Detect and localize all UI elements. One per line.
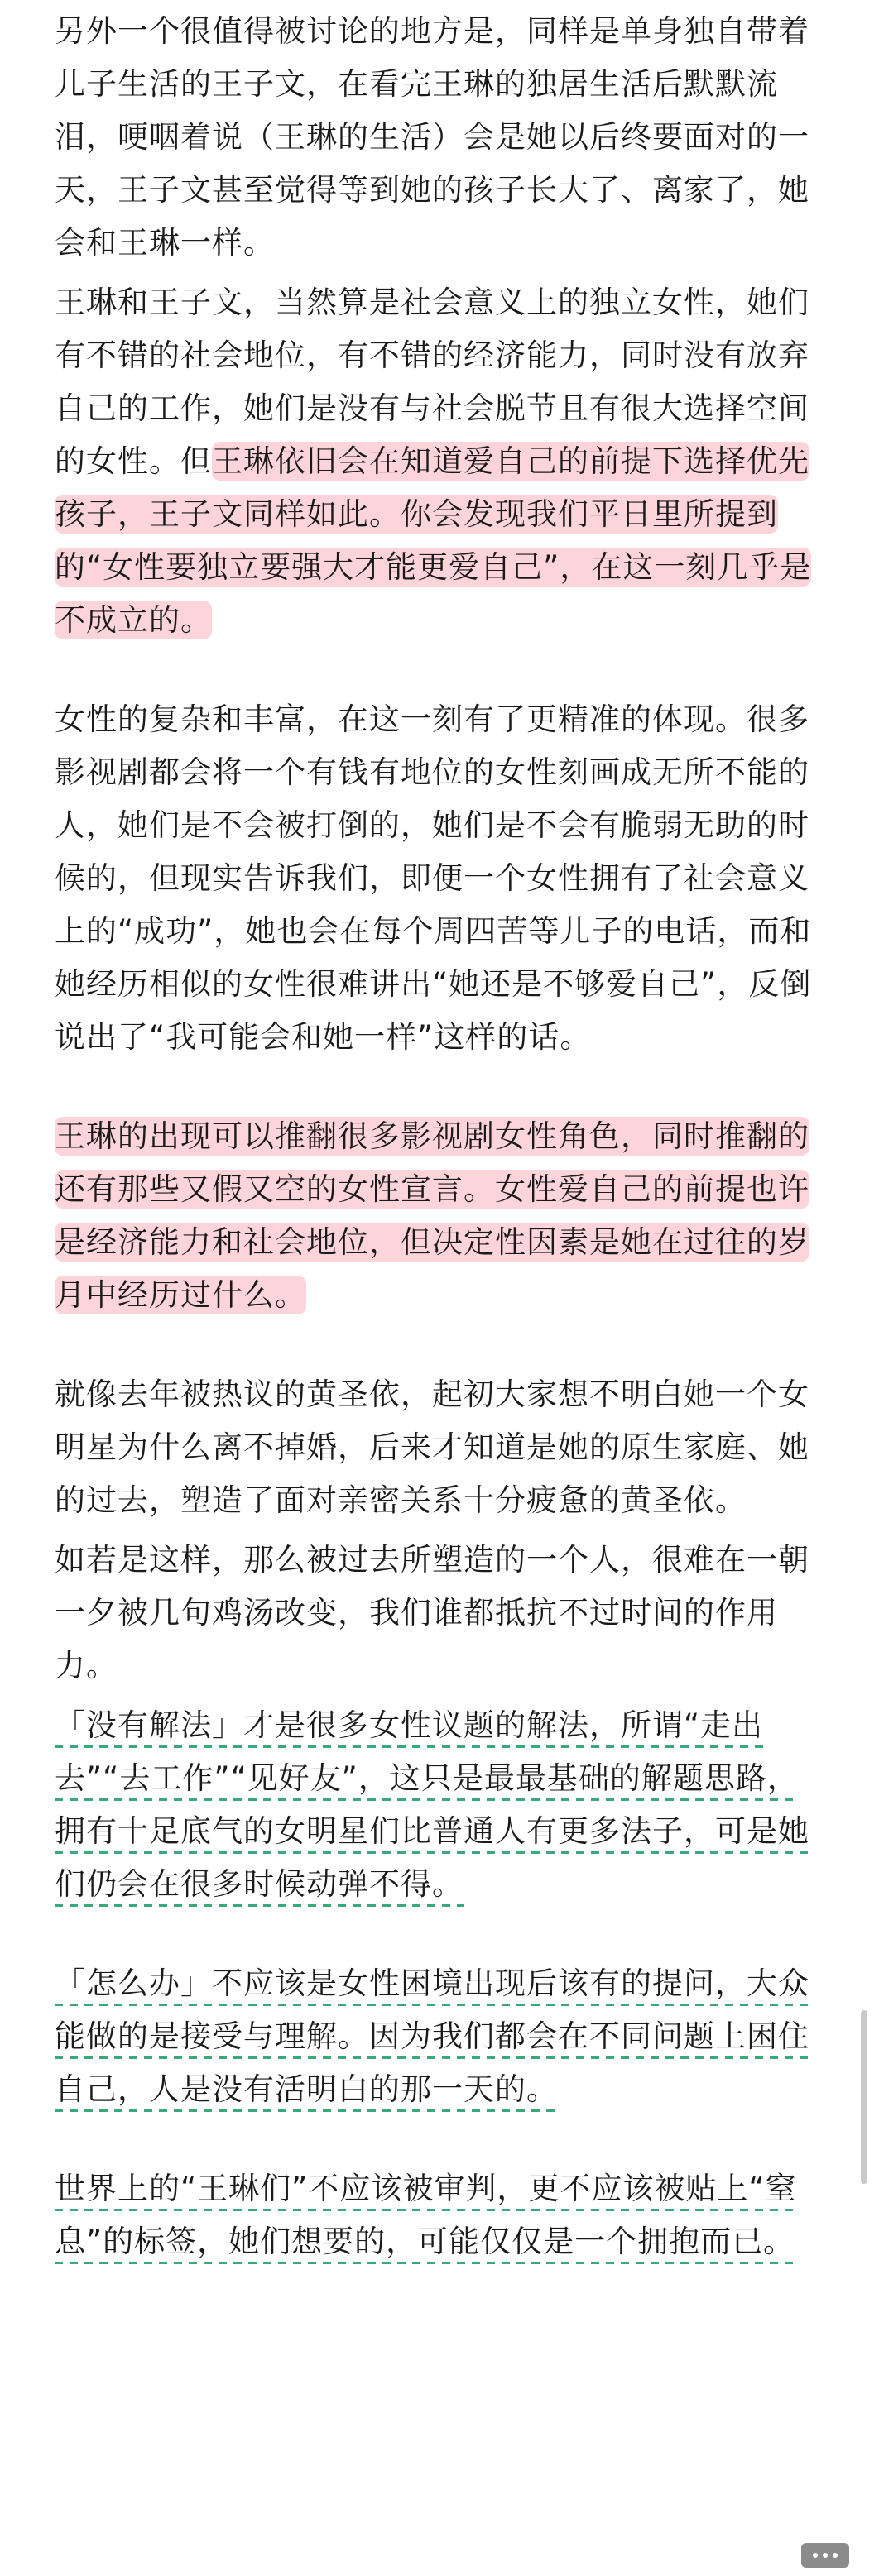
paragraph-6: 如若是这样，那么被过去所塑造的一个人，很难在一朝一夕被几句鸡汤改变，我们谁都抵抗不过时间的作用力。: [55, 1542, 809, 1683]
paragraph-3: 女性的复杂和丰富，在这一刻有了更精准的体现。很多影视剧都会将一个有钱有地位的女性刻画成无所不能的人，她们是不会被打倒的，她们是不会有脆弱无助的时候的，但现实告诉我们，即便一个女性拥有了社会意义上的“成功”，她也会在每个周四苦等儿子的电话，而和她经历相似的女性很难讲出“她还是不够爱自己”，反倒说出了“我可能会和她一样”这样的话。: [55, 701, 812, 1055]
paragraph-5: 就像去年被热议的黄圣依，起初大家想不明白她一个女明星为什么离不掉婚，后来才知道是她的原生家庭、她的过去，塑造了面对亲密关系十分疲惫的黄圣依。: [55, 1377, 809, 1518]
paragraph-8-dashed: 「怎么办」不应该是女性困境出现后该有的提问，大众能做的是接受与理解。因为我们都会在不同问题上困住自己，人是没有活明白的那一天的。: [55, 1966, 809, 2112]
paragraph-2: [55, 276, 829, 647]
paragraph-9: [55, 2162, 829, 2268]
paragraph-7-dashed: 「没有解法」才是很多女性议题的解法，所谓“走出去”“去工作”“见好友”，这只是最最基础的解题思路，拥有十足底气的女明星们比普通人有更多法子，可是她们仍会在很多时候动弹不得。: [55, 1707, 809, 1907]
paragraph-9-dashed: 世界上的“王琳们”不应该被审判，更不应该被贴上“窒息”的标签，她们想要的，可能仅仅是一个拥抱而已。: [55, 2171, 797, 2264]
paragraph-7: [55, 1699, 829, 1911]
paragraph-4-highlight: 王琳的出现可以推翻很多影视剧女性角色，同时推翻的还有那些又假又空的女性宣言。女性爱自己的前提也许是经济能力和社会地位，但决定性因素是她在过往的岁月中经历过什么。: [55, 1118, 809, 1313]
paragraph-1: 另外一个很值得被讨论的地方是，同样是单身独自带着儿子生活的王子文，在看完王琳的独居生活后默默流泪，哽咽着说（王琳的生活）会是她以后终要面对的一天，王子文甚至觉得等到她的孩子长大了、离家了，她会和王琳一样。: [55, 13, 809, 261]
scrollbar[interactable]: [861, 2010, 867, 2184]
paragraph-2-text: 王琳和王子文，当然算是社会意义上的独立女性，她们有不错的社会地位，有不错的经济能力，同时没有放弃自己的工作，她们是没有与社会脱节且有很大选择空间的女性。但: [55, 285, 809, 479]
paragraph-8: [55, 1957, 829, 2116]
more-dots-icon[interactable]: [801, 2543, 849, 2568]
paragraph-2-highlight: 王琳依旧会在知道爱自己的前提下选择优先孩子，王子文同样如此。你会发现我们平日里所提到的“女性要独立要强大才能更爱自己”，在这一刻几乎是不成立的。: [55, 443, 812, 638]
paragraph-4: [55, 1110, 829, 1322]
